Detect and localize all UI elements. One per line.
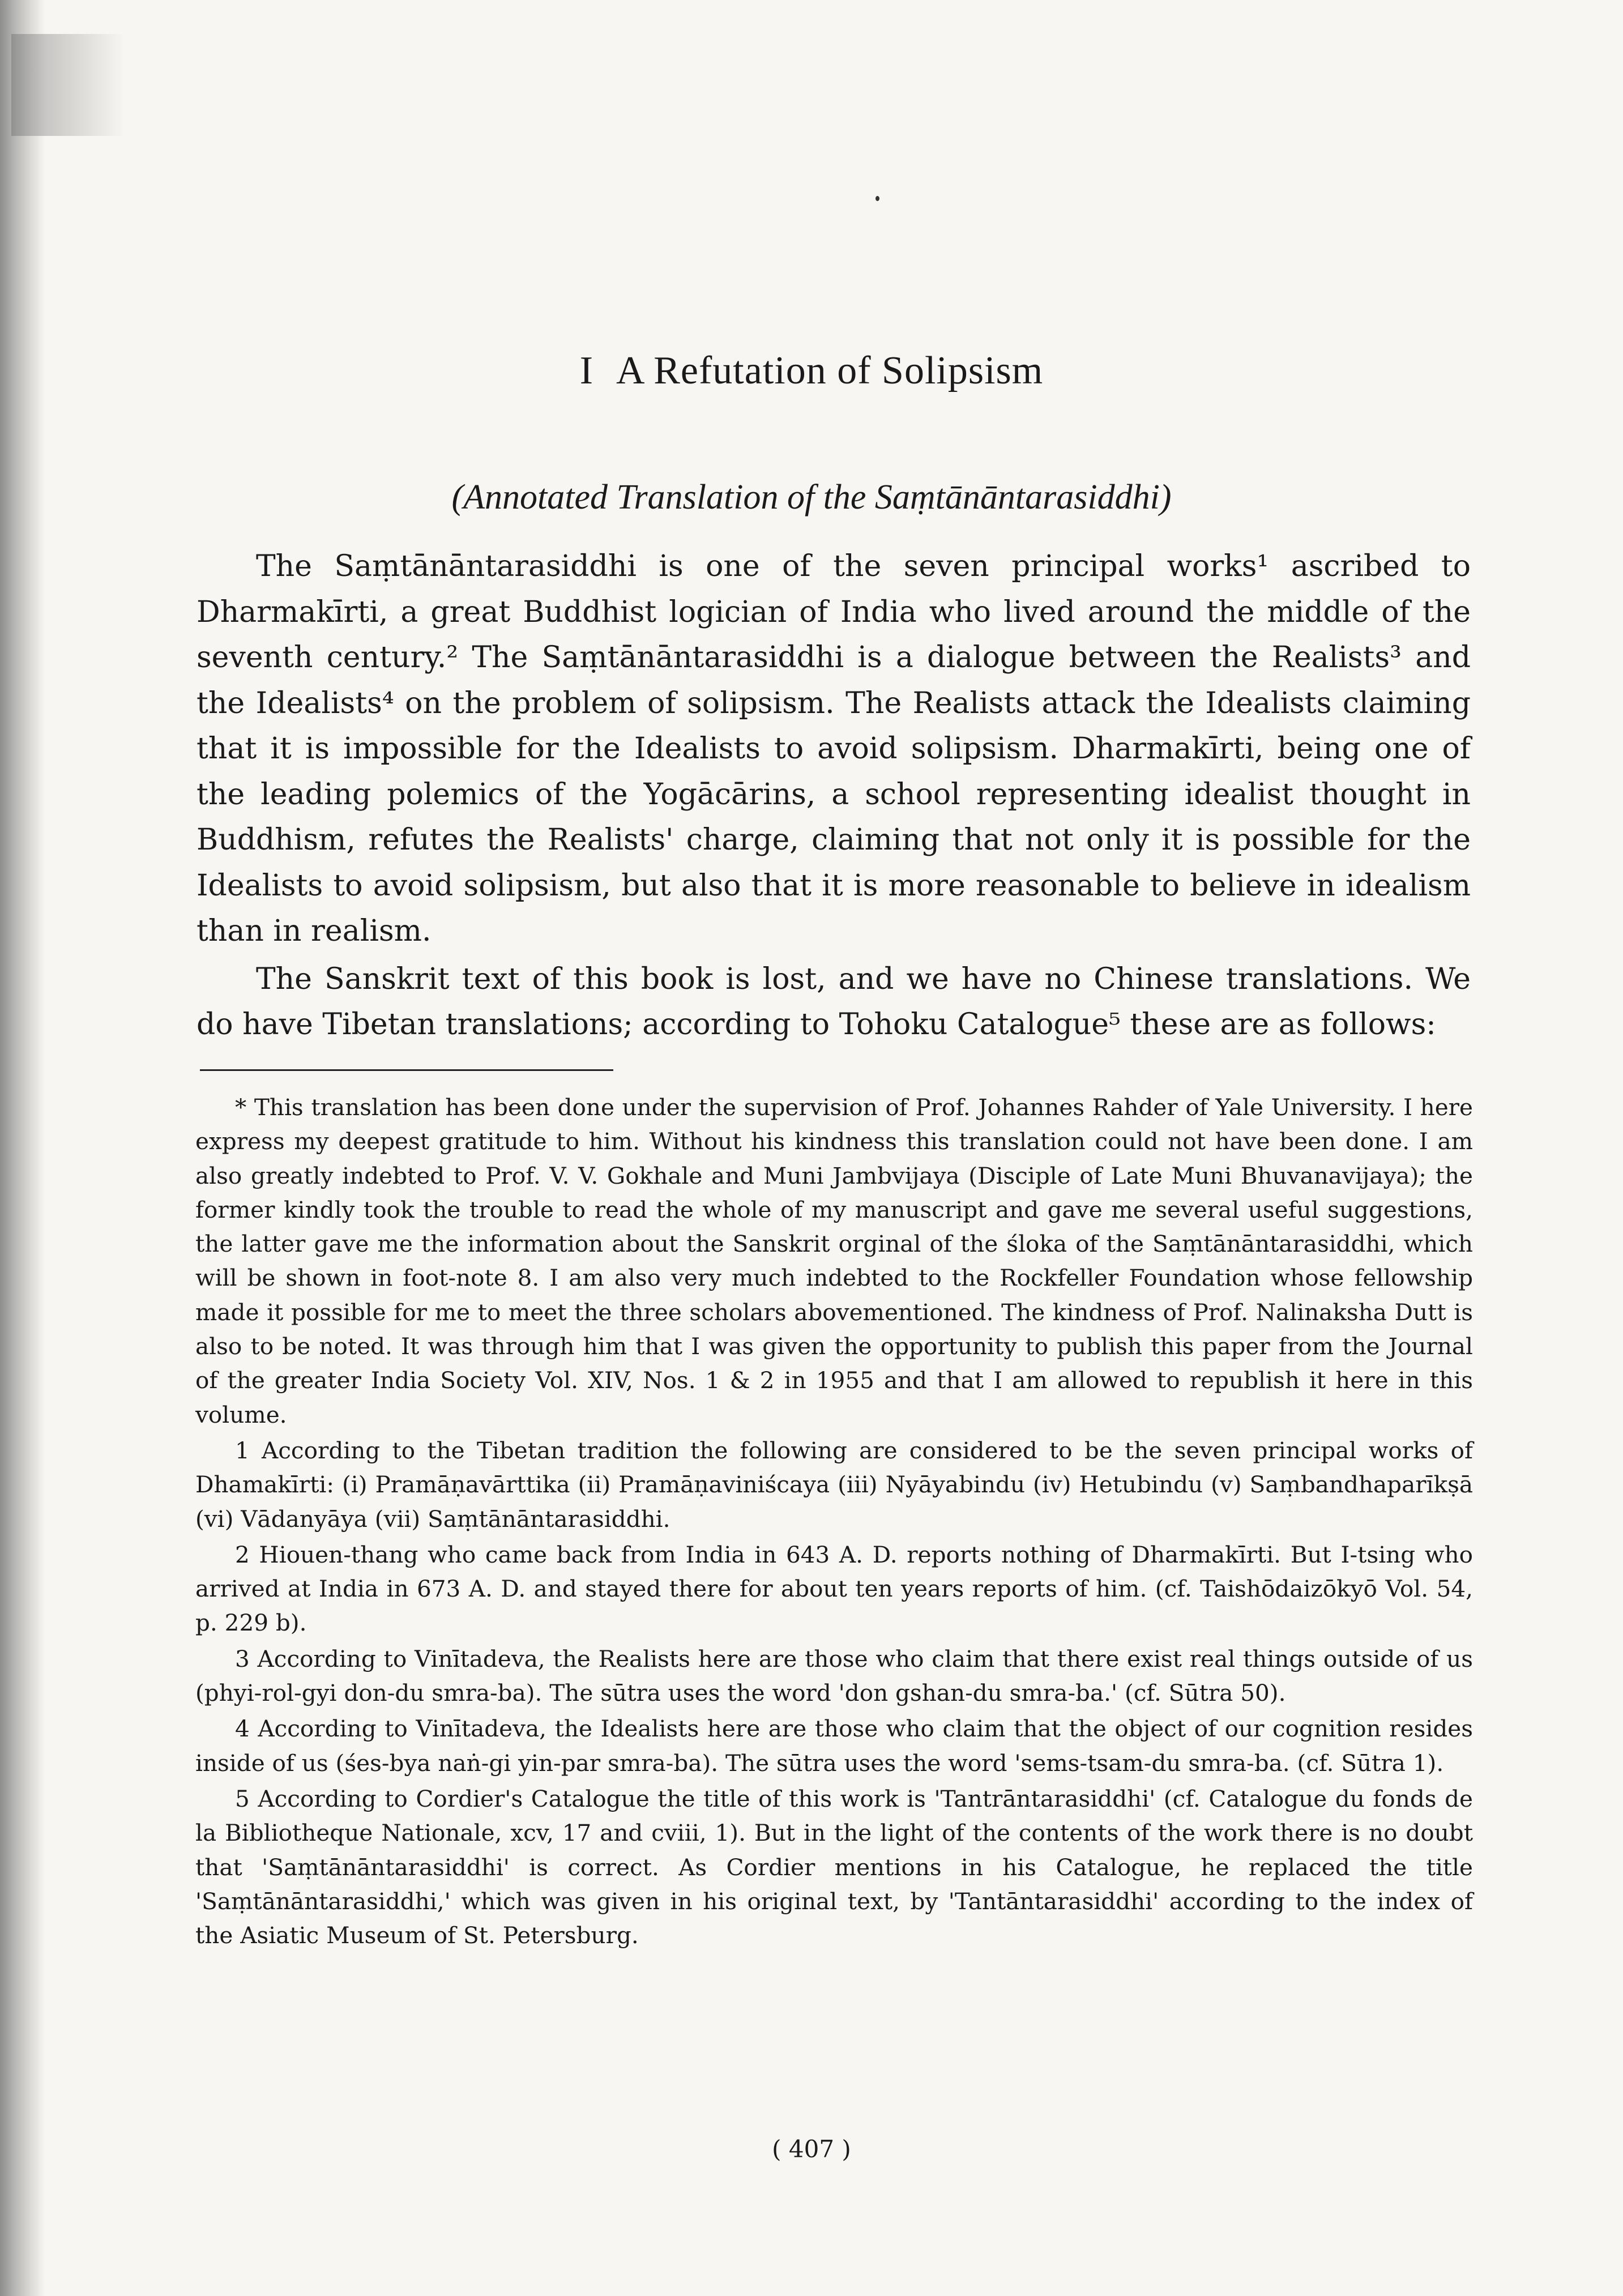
- chapter-title: A Refutation of Solipsism: [616, 349, 1044, 392]
- page-number: ( 407 ): [772, 2135, 851, 2163]
- footnotes: [195, 1090, 1473, 1952]
- body-paragraph: The Sanskrit text of this book is lost, and we have no Chinese translations. We do have Tibetan translations; according to Tohoku Catalogue⁵ these are as follows:: [197, 962, 1471, 1042]
- footnote-5: 5 According to Cordier's Catalogue the title of this work is 'Tantrāntarasiddhi' (cf. Catalogue du fonds de la Bibliotheque Nationale, xcv, 17 and cviii, 1). But in the light of the contents of the work there is no doubt that 'Saṃtānāntarasiddhi' is correct. As Cordier mentions in his Catalogue, he replaced the title 'Saṃtānāntarasiddhi,' which was given in his original text, by 'Tantāntarasiddhi' according to the index of the Asiatic Museum of St. Petersburg.: [195, 1785, 1473, 1949]
- footnote-3: 3 According to Vinītadeva, the Realists here are those who claim that there exist real things outside of us (phyi-rol-gyi don-du smra-ba). The sūtra uses the word 'don gshan-du smra-ba.' (cf. Sūtra 50).: [195, 1645, 1473, 1707]
- footnote-rule: [200, 1069, 613, 1071]
- footnote-2: 2 Hiouen-thang who came back from India in 643 A. D. reports nothing of Dharmakīrti. But I-tsing who arrived at India in 673 A. D. and stayed there for about ten years reports of him. (cf. Taishōdaizōkyō Vol. 54, p. 229 b).: [195, 1540, 1473, 1637]
- chapter-heading: [0, 348, 1623, 394]
- body-paragraph: The Saṃtānāntarasiddhi is one of the seven principal works¹ ascribed to Dharmakīrti, a great Buddhist logician of India who lived around the middle of the seventh century.² The Saṃtānāntarasiddhi is a dialogue between the Realists³ and the Idealists⁴ on the problem of solipsism. The Realists attack the Idealists claiming that it is impossible for the Idealists to avoid solipsism. Dharmakīrti, being one of the leading polemics of the Yogācārins, a school representing idealist thought in Buddhism, refutes the Realists' charge, claiming that not only it is possible for the Idealists to avoid solipsism, but also that it is more reasonable to believe in idealism than in realism.: [197, 549, 1471, 948]
- footnote-4: 4 According to Vinītadeva, the Idealists here are those who claim that the object of our cognition resides inside of us (śes-bya naṅ-gi yin-par smra-ba). The sūtra uses the word 'sems-tsam-du smra-ba. (cf. Sūtra 1).: [195, 1715, 1473, 1777]
- body-text: [197, 544, 1471, 1048]
- chapter-number: I: [579, 349, 594, 392]
- footnote-1: 1 According to the Tibetan tradition the following are considered to be the seven principal works of Dhamakīrti: (i) Pramāṇavārttika (ii) Pramāṇaviniścaya (iii) Nyāyabindu (iv) Hetubindu (v) Saṃbandhaparīkṣā (vi) Vādanyāya (vii) Saṃtānāntarasiddhi.: [195, 1436, 1473, 1533]
- footnote-acknowledgement: * This translation has been done under the supervision of Prof. Johannes Rahder of Yale University. I here express my deepest gratitude to him. Without his kindness this translation could not have been done. I am also greatly indebted to Prof. V. V. Gokhale and Muni Jambvijaya (Disciple of Late Muni Bhuvanavijaya); the former kindly took the trouble to read the whole of my manuscript and gave me several useful suggestions, the latter gave me the information about the Sanskrit orginal of the śloka of the Saṃtānāntarasiddhi, which will be shown in foot-note 8. I am also very much indebted to the Rockfeller Foundation whose fellowship made it possible for me to meet the three scholars abovementioned. The kindness of Prof. Nalinaksha Dutt is also to be noted. It was through him that I was given the opportunity to publish this paper from the Journal of the greater India Society Vol. XIV, Nos. 1 & 2 in 1955 and that I am allowed to republish it here in this volume.: [195, 1094, 1473, 1428]
- subtitle: (Annotated Translation of the Saṃtānāntarasiddhi): [451, 478, 1172, 517]
